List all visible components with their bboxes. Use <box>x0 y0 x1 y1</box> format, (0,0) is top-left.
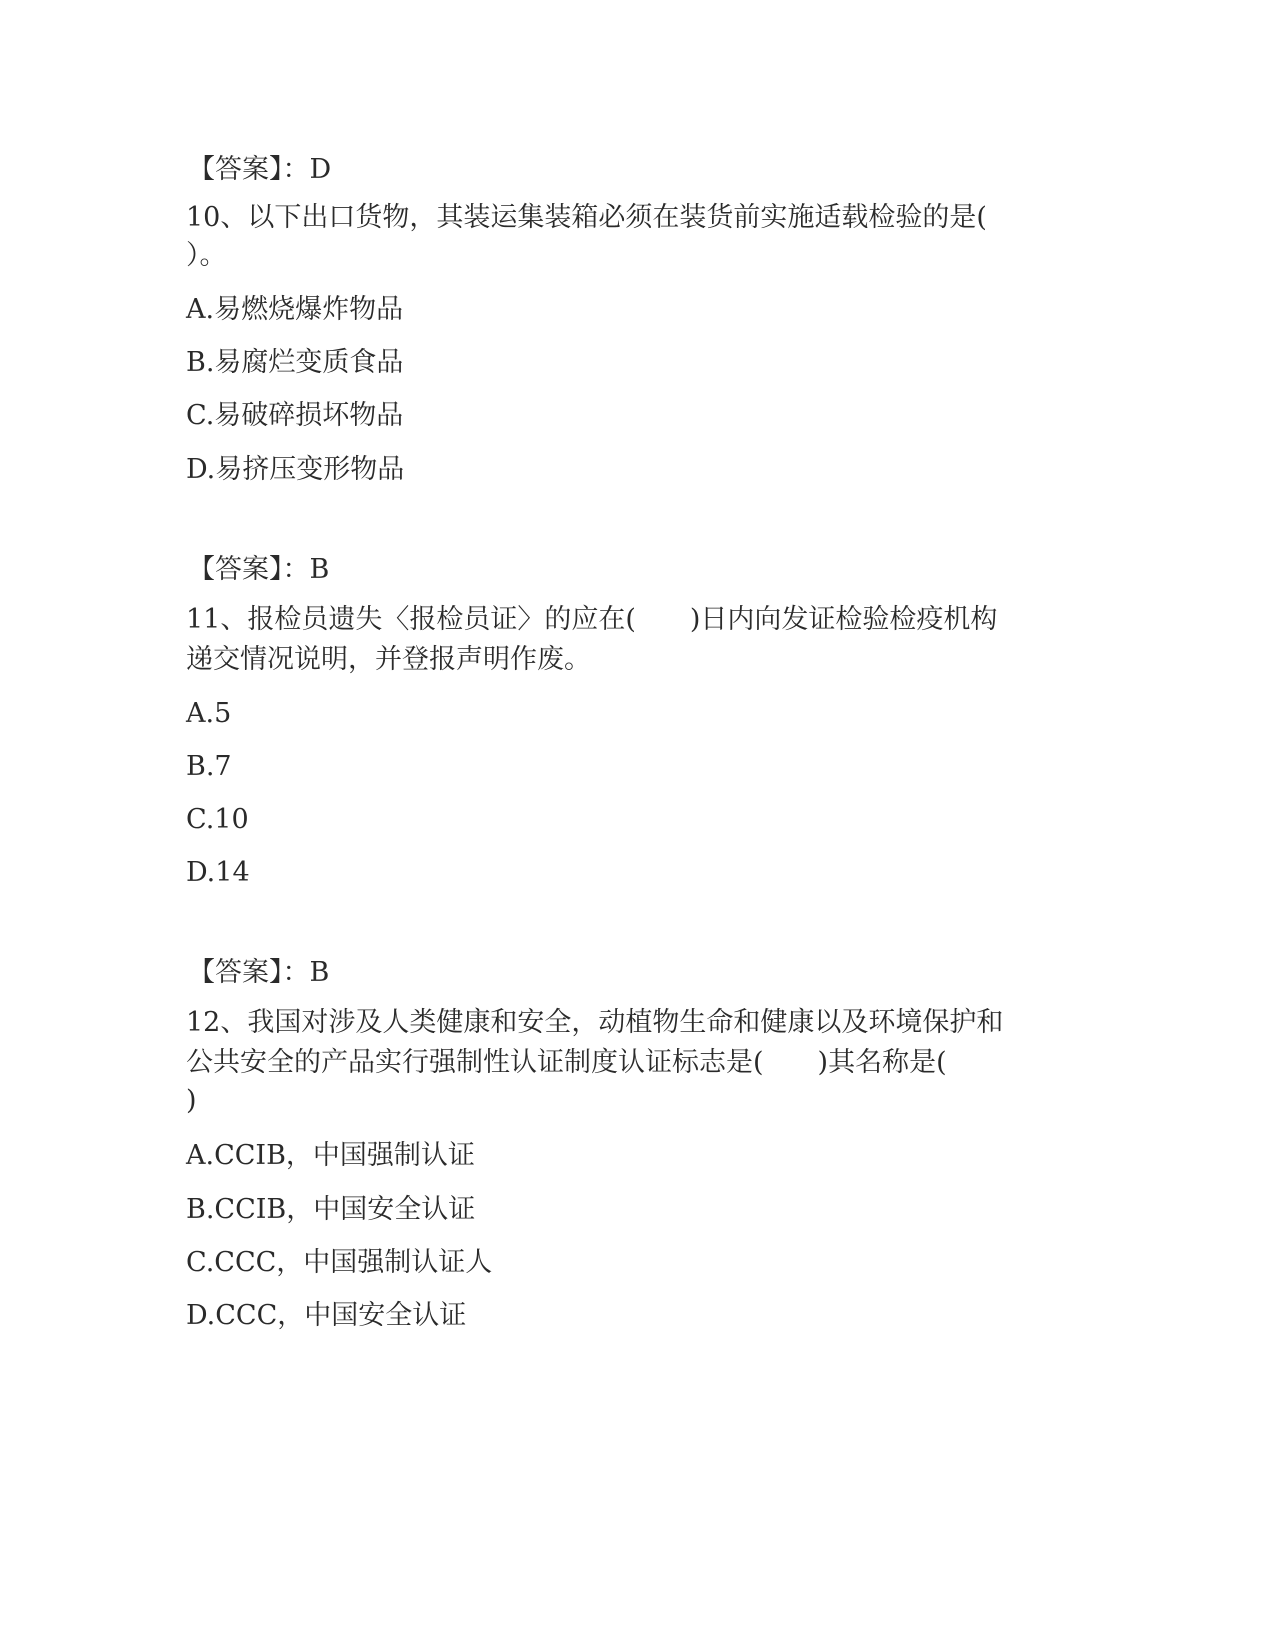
option-11-d: D.14 <box>186 857 250 888</box>
option-12-c: C.CCC，中国强制认证人 <box>186 1247 493 1278</box>
question-11-line-1: 11、报检员遗失〈报检员证〉的应在( )日内向发证检验检疫机构 <box>186 604 998 635</box>
option-12-d: D.CCC，中国安全认证 <box>186 1300 467 1331</box>
option-12-b: B.CCIB，中国安全认证 <box>186 1194 476 1225</box>
option-11-a: A.5 <box>186 698 232 729</box>
answer-label-10: 【答案】：B <box>188 554 330 585</box>
question-12-line-3: ) <box>186 1085 197 1116</box>
answer-label: 【答案】：D <box>188 154 332 185</box>
option-10-c: C.易破碎损坏物品 <box>186 400 404 431</box>
option-11-b: B.7 <box>186 751 232 782</box>
question-11-line-2: 递交情况说明，并登报声明作废。 <box>186 644 591 675</box>
question-10-line-1: 10、以下出口货物，其装运集装箱必须在装货前实施适载检验的是( <box>186 202 987 233</box>
option-10-a: A.易燃烧爆炸物品 <box>186 294 404 325</box>
option-10-d: D.易挤压变形物品 <box>186 454 405 485</box>
question-12-line-2: 公共安全的产品实行强制性认证制度认证标志是( )其名称是( <box>186 1047 947 1078</box>
question-12-line-1: 12、我国对涉及人类健康和安全，动植物生命和健康以及环境保护和 <box>186 1007 1004 1038</box>
question-10-line-2: ）。 <box>186 240 227 271</box>
answer-label-11: 【答案】：B <box>188 957 330 988</box>
option-11-c: C.10 <box>186 804 249 835</box>
option-10-b: B.易腐烂变质食品 <box>186 347 404 378</box>
option-12-a: A.CCIB，中国强制认证 <box>186 1140 475 1171</box>
